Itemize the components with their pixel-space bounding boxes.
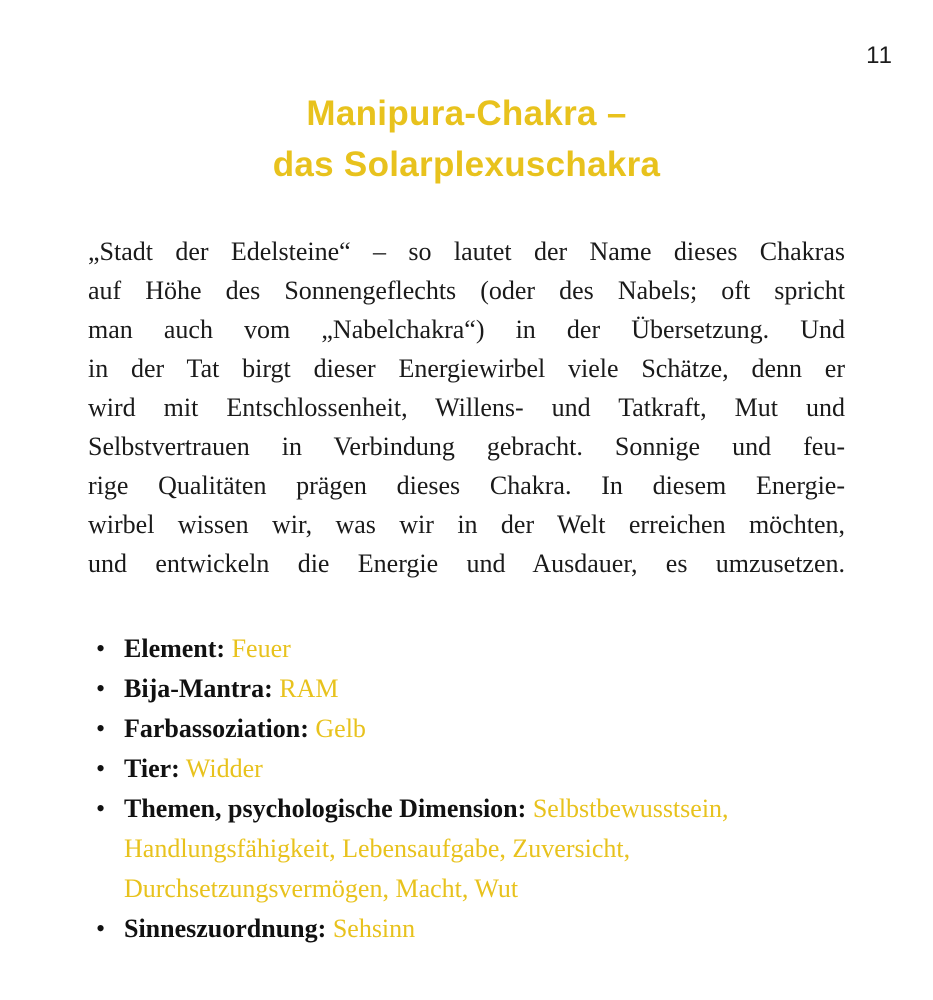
bullet-icon: • (96, 634, 106, 663)
attribute-value: Feuer (225, 634, 291, 663)
bullet-icon: • (96, 794, 106, 823)
paragraph-line: und entwickeln die Energie und Ausdauer, es umzusetzen. (88, 549, 845, 578)
paragraph-line: „Stadt der Edelsteine“ – so lautet der Name dieses Chakras (88, 237, 845, 266)
list-item (96, 669, 845, 709)
chapter-title-line-2: das Solarplexuschakra (272, 145, 661, 184)
list-item (96, 789, 845, 909)
attribute-value: Widder (179, 754, 263, 783)
bullet-icon: • (96, 754, 106, 783)
list-item (96, 709, 845, 749)
attribute-value: RAM (272, 674, 339, 703)
list-item (96, 749, 845, 789)
attribute-value: Selbstbewusstsein, Handlungsfähigkeit, Lebensaufgabe, Zuversicht, Durchsetzungsvermögen, Macht, Wut (124, 794, 729, 903)
chapter-title-line-1: Manipura-Chakra – (306, 94, 627, 133)
bullet-icon: • (96, 914, 106, 943)
paragraph-line: rige Qualitäten prägen dieses Chakra. In diesem Energie- (88, 471, 845, 500)
paragraph-line: wirbel wissen wir, was wir in der Welt erreichen möchten, (88, 510, 845, 539)
attribute-label: Farbassoziation: (124, 714, 309, 743)
bullet-icon: • (96, 714, 106, 743)
list-item (96, 909, 845, 949)
list-item (96, 629, 845, 669)
paragraph-line: Selbstvertrauen in Verbindung gebracht. Sonnige und feu- (88, 432, 845, 461)
attribute-label: Element: (124, 634, 226, 663)
paragraph-line: wird mit Entschlossenheit, Willens- und Tatkraft, Mut und (88, 393, 845, 422)
chapter-title (0, 88, 933, 190)
attribute-label: Bija-Mantra: (124, 674, 273, 703)
paragraph-line: man auch vom „Nabelchakra“) in der Übersetzung. Und (88, 315, 845, 344)
bullet-icon: • (96, 674, 106, 703)
attribute-value: Sehsinn (326, 914, 416, 943)
attribute-label: Tier: (124, 754, 180, 783)
attribute-value: Gelb (308, 714, 366, 743)
attribute-label: Sinneszuordnung: (124, 914, 327, 943)
chakra-attributes-list (88, 629, 845, 949)
attribute-label: Themen, psychologische Dimension: (124, 794, 527, 823)
paragraph-line: auf Höhe des Sonnengeflechts (oder des Nabels; oft spricht (88, 276, 845, 305)
body-paragraph (88, 232, 845, 583)
paragraph-line: in der Tat birgt dieser Energiewirbel viele Schätze, denn er (88, 354, 845, 383)
page-number: 11 (866, 42, 893, 69)
